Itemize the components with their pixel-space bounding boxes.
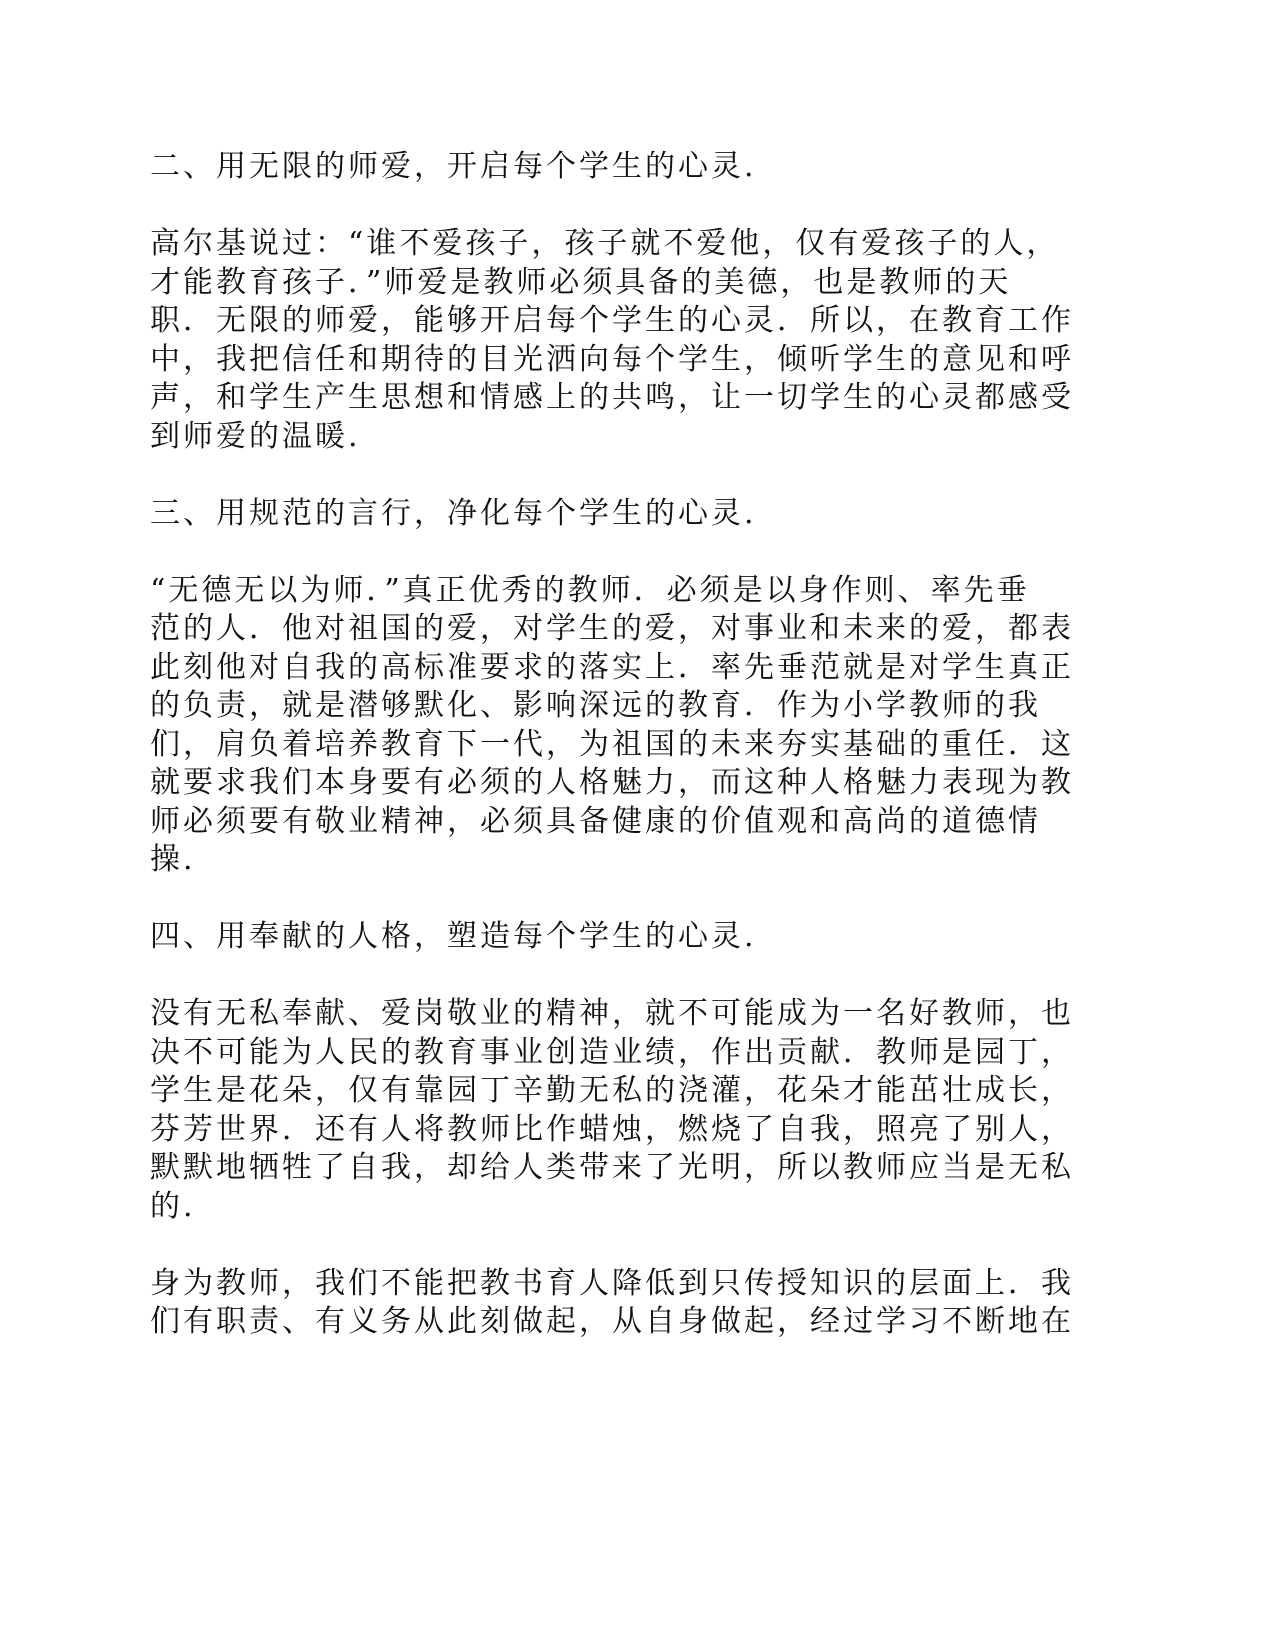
text-line: 没有无私奉献、爱岗敬业的精神，就不可能成为一名好教师，也 [150, 996, 1074, 1031]
text-line: 决不可能为人民的教育事业创造业绩，作出贡献．教师是园丁， [150, 1034, 1074, 1070]
text-line: 声，和学生产生思想和情感上的共鸣，让一切学生的心灵都感受 [150, 380, 1074, 415]
text-line: 们有职责、有义务从此刻做起，从自身做起，经过学习不断地在 [150, 1304, 1074, 1339]
text-line: 中，我把信任和期待的目光洒向每个学生，倾听学生的意见和呼 [150, 341, 1074, 377]
text-line: 二、用无限的师爱，开启每个学生的心灵. [150, 149, 757, 184]
paragraph-dedication [150, 995, 1085, 1226]
text-line: 才能教育孩子．”师爱是教师必须具备的美德，也是教师的天 [150, 264, 1012, 300]
paragraph-role-model [150, 572, 1085, 880]
text-line: 默默地牺牲了自我，却给人类带来了光明，所以教师应当是无私 [150, 1150, 1074, 1185]
text-line: 师必须要有敬业精神，必须具备健康的价值观和高尚的道德情 [150, 803, 1041, 839]
paragraph-teacher-duty [150, 1265, 1085, 1342]
text-line: 四、用奉献的人格，塑造每个学生的心灵. [150, 919, 757, 954]
text-line: 职．无限的师爱，能够开启每个学生的心灵．所以，在教育工作 [150, 303, 1074, 338]
text-line: 操. [150, 842, 196, 877]
text-line: 就要求我们本身要有必须的人格魅力，而这种人格魅力表现为教 [150, 765, 1074, 800]
heading-section-2 [150, 148, 1085, 187]
text-line: 此刻他对自我的高标准要求的落实上．率先垂范就是对学生真正 [150, 649, 1074, 685]
text-line: 范的人．他对祖国的爱，对学生的爱，对事业和未来的爱，都表 [150, 611, 1074, 646]
heading-section-4 [150, 918, 1085, 957]
text-line: 三、用规范的言行，净化每个学生的心灵. [150, 495, 757, 531]
text-line: 的. [150, 1188, 196, 1224]
text-line: 身为教师，我们不能把教书育人降低到只传授知识的层面上．我 [150, 1265, 1074, 1301]
text-line: 高尔基说过：“谁不爱孩子，孩子就不爱他，仅有爱孩子的人， [150, 226, 1060, 261]
text-line: 芬芳世界．还有人将教师比作蜡烛，燃烧了自我，照亮了别人， [150, 1111, 1074, 1147]
document-page [150, 148, 1085, 1380]
text-line: 们，肩负着培养教育下一代，为祖国的未来夯实基础的重任．这 [150, 726, 1074, 762]
heading-section-3 [150, 495, 1085, 534]
text-line: 的负责，就是潜够默化、影响深远的教育．作为小学教师的我 [150, 688, 1041, 723]
text-line: 学生是花朵，仅有靠园丁辛勤无私的浇灌，花朵才能茁壮成长， [150, 1073, 1074, 1108]
paragraph-gorky-quote [150, 225, 1085, 456]
text-line: “无德无以为师．”真正优秀的教师．必须是以身作则、率先垂 [150, 572, 1030, 608]
text-line: 到师爱的温暖. [150, 418, 361, 454]
